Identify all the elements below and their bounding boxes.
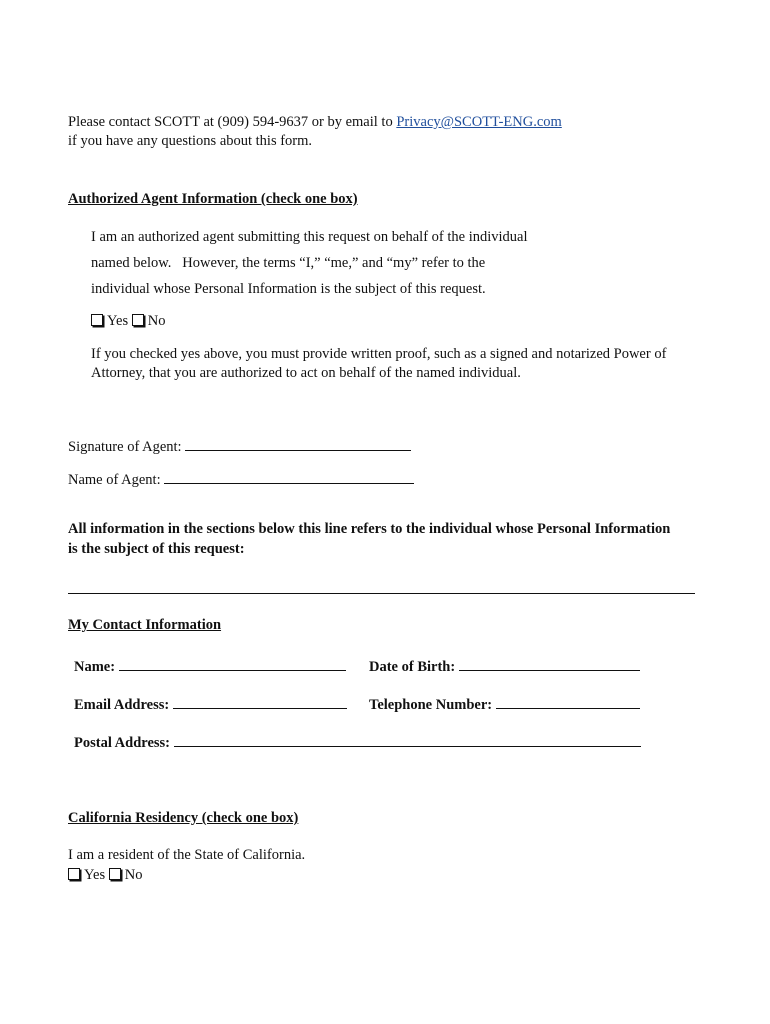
agent-yes-no-options xyxy=(91,313,165,330)
name-field[interactable] xyxy=(119,656,346,671)
name-row xyxy=(74,656,346,676)
agent-yes-option[interactable] xyxy=(91,313,132,329)
agent-signature-field[interactable] xyxy=(185,436,411,451)
residency-heading: California Residency (check one box) xyxy=(68,810,299,826)
phone-label: Telephone Number: xyxy=(369,697,493,713)
postal-label: Postal Address: xyxy=(74,735,171,751)
residency-yes-option[interactable] xyxy=(68,867,109,883)
agent-name-label: Name of Agent: xyxy=(68,472,161,488)
phone-row xyxy=(369,694,640,714)
notice-line-1: All information in the sections below this line refers to the individual whose Personal Information xyxy=(68,521,671,537)
residency-yes-label: Yes xyxy=(84,867,106,883)
agent-section-heading: Authorized Agent Information (check one box) xyxy=(68,191,358,207)
dob-field[interactable] xyxy=(459,656,640,671)
agent-no-checkbox[interactable] xyxy=(132,314,144,326)
contact-line-1 xyxy=(68,114,562,131)
residency-statement: I am a resident of the State of California. xyxy=(68,847,306,863)
residency-yes-checkbox[interactable] xyxy=(68,868,80,880)
section-divider-line xyxy=(68,593,695,594)
agent-signature-label: Signature of Agent: xyxy=(68,439,182,455)
agent-no-option[interactable] xyxy=(132,313,166,329)
contact-line-2: if you have any questions about this form. xyxy=(68,133,313,149)
residency-no-label: No xyxy=(124,867,143,883)
agent-name-row xyxy=(68,469,414,489)
postal-field[interactable] xyxy=(174,732,641,747)
phone-field[interactable] xyxy=(496,694,640,709)
agent-paragraph-line-1: I am an authorized agent submitting this request on behalf of the individual xyxy=(91,229,528,245)
residency-no-option[interactable] xyxy=(109,867,143,883)
dob-label: Date of Birth: xyxy=(369,659,456,675)
residency-no-checkbox[interactable] xyxy=(109,868,121,880)
privacy-email-link[interactable]: Privacy@SCOTT-ENG.com xyxy=(396,114,562,130)
agent-name-field[interactable] xyxy=(164,469,414,484)
residency-yes-no-options xyxy=(68,867,142,884)
agent-signature-row xyxy=(68,436,411,456)
agent-proof-line-2: Attorney, that you are authorized to act on behalf of the named individual. xyxy=(91,365,521,381)
agent-paragraph-line-2: named below. However, the terms “I,” “me,” and “my” refer to the xyxy=(91,255,486,271)
notice-line-2: is the subject of this request: xyxy=(68,541,245,557)
agent-proof-line-1: If you checked yes above, you must provide written proof, such as a signed and notarized Power of xyxy=(91,346,667,362)
agent-yes-label: Yes xyxy=(107,313,129,329)
contact-text: Please contact SCOTT at (909) 594-9637 or by email to xyxy=(68,114,393,130)
agent-paragraph-line-3: individual whose Personal Information is the subject of this request. xyxy=(91,281,486,297)
email-field[interactable] xyxy=(173,694,347,709)
dob-row xyxy=(369,656,640,676)
agent-yes-checkbox[interactable] xyxy=(91,314,103,326)
postal-row xyxy=(74,732,641,752)
email-label: Email Address: xyxy=(74,697,170,713)
my-contact-heading: My Contact Information xyxy=(68,617,222,633)
agent-no-label: No xyxy=(147,313,166,329)
email-row xyxy=(74,694,347,714)
name-label: Name: xyxy=(74,659,116,675)
